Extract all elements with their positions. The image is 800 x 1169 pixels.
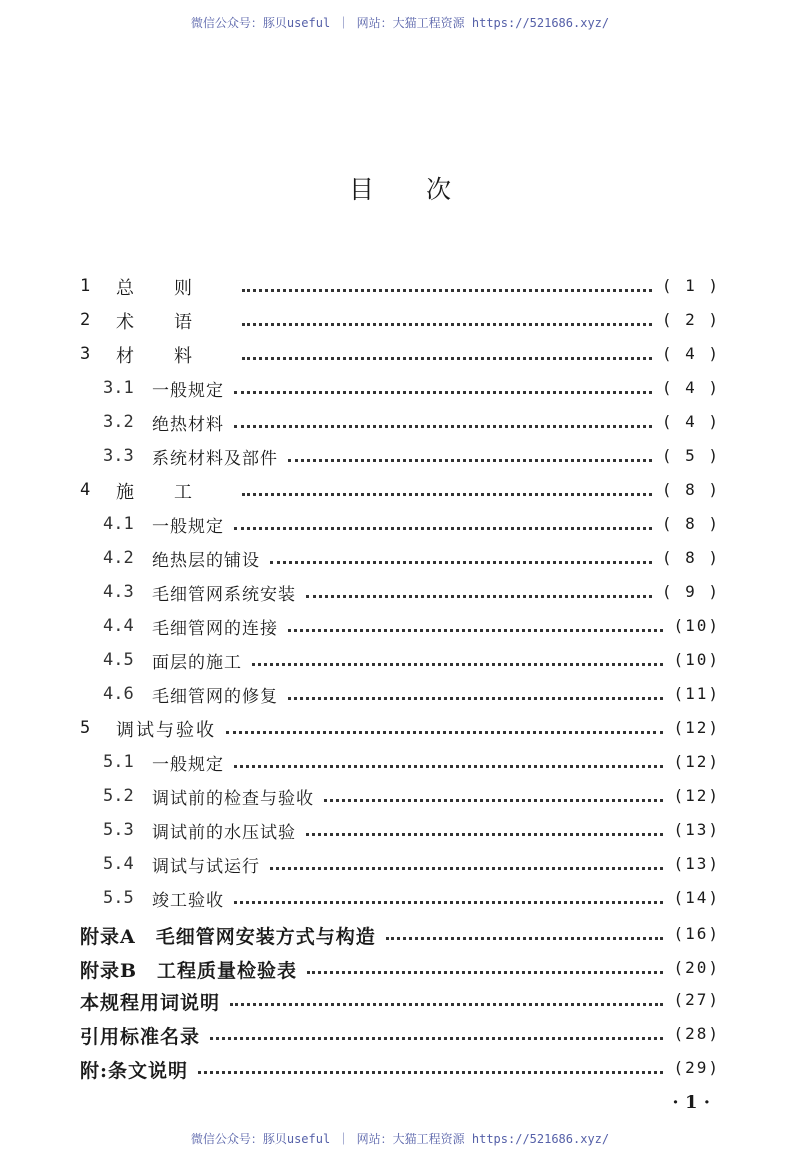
toc-entry[interactable] — [0, 442, 800, 472]
toc-entry-title: 毛细管网系统安装 — [152, 585, 296, 605]
toc-entry-number: 4.6 — [103, 684, 134, 704]
toc-entry-title: 调试前的检查与验收 — [152, 789, 314, 809]
toc-entry-title: 施工 — [116, 482, 232, 503]
toc-entry-page: (16) — [673, 924, 720, 943]
toc-entry-page: ( 4 ) — [661, 412, 720, 431]
toc-entry-title: 总则 — [116, 278, 232, 299]
toc-entry-number: 2 — [80, 310, 91, 330]
toc-entry-number: 4 — [80, 480, 91, 500]
toc-entry-title: 毛细管网的连接 — [152, 619, 278, 639]
toc-entry-number: 4.2 — [103, 548, 134, 568]
toc-leader-dots — [242, 312, 652, 326]
toc-leader-dots — [288, 686, 663, 700]
toc-entry[interactable] — [0, 816, 800, 846]
toc-entry-page: (12) — [673, 786, 720, 805]
toc-entry-title: 附录A 毛细管网安装方式与构造 — [80, 926, 376, 948]
toc-entry-title: 绝热层的铺设 — [152, 551, 260, 571]
toc-leader-dots — [307, 960, 663, 974]
toc-entry-title: 调试与试运行 — [152, 857, 260, 877]
toc-entry-title: 调试与验收 — [116, 720, 216, 741]
toc-entry[interactable] — [0, 374, 800, 404]
toc-entry[interactable] — [0, 748, 800, 778]
toc-entry[interactable] — [0, 408, 800, 438]
toc-entry-title: 引用标准名录 — [80, 1026, 201, 1048]
toc-entry[interactable] — [0, 1020, 800, 1050]
toc-leader-dots — [234, 516, 652, 530]
toc-entry-page: ( 9 ) — [661, 582, 720, 601]
toc-entry-number: 4.3 — [103, 582, 134, 602]
toc-entry-page: ( 4 ) — [661, 344, 720, 363]
toc-entry[interactable] — [0, 1054, 800, 1084]
watermark-bottom: 微信公众号：豚贝useful ｜ 网站：大猫工程资源 https://521686.xyz/ — [190, 1132, 610, 1146]
toc-entry-page: (10) — [673, 616, 720, 635]
toc-leader-dots — [386, 926, 663, 940]
toc-entry-number: 5.3 — [103, 820, 134, 840]
toc-entry-number: 3.3 — [103, 446, 134, 466]
toc-entry-title: 本规程用词说明 — [80, 992, 221, 1014]
toc-leader-dots — [252, 652, 663, 666]
toc-entry-number: 3.2 — [103, 412, 134, 432]
toc-entry-number: 5.1 — [103, 752, 134, 772]
toc-entry[interactable] — [0, 884, 800, 914]
toc-entry-number: 3 — [80, 344, 91, 364]
toc-entry[interactable] — [0, 680, 800, 710]
toc-leader-dots — [234, 890, 663, 904]
toc-entry-page: (20) — [673, 958, 720, 977]
toc-entry-title: 系统材料及部件 — [152, 449, 278, 469]
toc-leader-dots — [306, 584, 652, 598]
toc-leader-dots — [270, 550, 652, 564]
toc-entry-page: ( 8 ) — [661, 548, 720, 567]
toc-entry-page: ( 2 ) — [661, 310, 720, 329]
toc-leader-dots — [288, 618, 663, 632]
toc-entry-title: 绝热材料 — [152, 415, 224, 435]
toc-entry-title: 附:条文说明 — [80, 1060, 189, 1082]
toc-entry-title: 一般规定 — [152, 517, 224, 537]
toc-entry-page: (14) — [673, 888, 720, 907]
toc-entry-title: 材料 — [116, 346, 232, 367]
toc-leader-dots — [242, 278, 652, 292]
page-title: 目次 — [348, 175, 503, 204]
toc-leader-dots — [198, 1060, 663, 1074]
toc-entry-page: (12) — [673, 718, 720, 737]
toc-entry-page: (13) — [673, 820, 720, 839]
toc-entry-page: (28) — [673, 1024, 720, 1043]
toc-entry-page: ( 5 ) — [661, 446, 720, 465]
toc-entry-page: (29) — [673, 1058, 720, 1077]
toc-leader-dots — [210, 1026, 663, 1040]
toc-entry-page: ( 8 ) — [661, 514, 720, 533]
toc-entry[interactable] — [0, 920, 800, 950]
toc-leader-dots — [324, 788, 663, 802]
toc-entry-page: (27) — [673, 990, 720, 1009]
toc-entry-page: (13) — [673, 854, 720, 873]
toc-leader-dots — [306, 822, 663, 836]
toc-leader-dots — [288, 448, 652, 462]
toc-entry-page: (10) — [673, 650, 720, 669]
toc-leader-dots — [242, 346, 652, 360]
toc-entry-page: ( 8 ) — [661, 480, 720, 499]
toc-entry-number: 5.2 — [103, 786, 134, 806]
toc-entry-number: 1 — [80, 276, 91, 296]
toc-entry[interactable] — [0, 510, 800, 540]
toc-entry[interactable] — [0, 578, 800, 608]
toc-entry[interactable] — [0, 612, 800, 642]
toc-entry[interactable] — [0, 340, 800, 370]
toc-entry[interactable] — [0, 272, 800, 302]
toc-entry[interactable] — [0, 544, 800, 574]
toc-entry[interactable] — [0, 306, 800, 336]
toc-entry-number: 4.5 — [103, 650, 134, 670]
toc-entry-number: 5 — [80, 718, 91, 738]
toc-entry-title: 术语 — [116, 312, 232, 333]
toc-entry-number: 4.4 — [103, 616, 134, 636]
toc-leader-dots — [230, 992, 663, 1006]
toc-entry-page: ( 4 ) — [661, 378, 720, 397]
toc-entry-page: ( 1 ) — [661, 276, 720, 295]
toc-entry-title: 一般规定 — [152, 381, 224, 401]
toc-leader-dots — [226, 720, 663, 734]
toc-leader-dots — [270, 856, 663, 870]
toc-entry-page: (11) — [673, 684, 720, 703]
toc-leader-dots — [242, 482, 652, 496]
toc-entry-number: 5.4 — [103, 854, 134, 874]
toc-entry[interactable] — [0, 646, 800, 676]
toc-entry[interactable] — [0, 986, 800, 1016]
toc-entry[interactable] — [0, 782, 800, 812]
toc-entry-title: 一般规定 — [152, 755, 224, 775]
toc-leader-dots — [234, 380, 652, 394]
toc-entry[interactable] — [0, 476, 800, 506]
toc-entry-title: 面层的施工 — [152, 653, 242, 673]
toc-entry-number: 3.1 — [103, 378, 134, 398]
toc-entry-page: (12) — [673, 752, 720, 771]
toc-entry-number: 4.1 — [103, 514, 134, 534]
page-number: · 1 · — [672, 1092, 710, 1113]
toc-entry[interactable] — [0, 714, 800, 744]
toc-entry[interactable] — [0, 954, 800, 984]
toc-entry-title: 附录B 工程质量检验表 — [80, 960, 298, 982]
watermark-top: 微信公众号：豚贝useful ｜ 网站：大猫工程资源 https://521686.xyz/ — [190, 16, 610, 30]
toc-entry-title: 竣工验收 — [152, 891, 224, 911]
toc-entry[interactable] — [0, 850, 800, 880]
toc-entry-title: 调试前的水压试验 — [152, 823, 296, 843]
toc-entry-number: 5.5 — [103, 888, 134, 908]
toc-entry-title: 毛细管网的修复 — [152, 687, 278, 707]
toc-leader-dots — [234, 414, 652, 428]
toc-leader-dots — [234, 754, 663, 768]
